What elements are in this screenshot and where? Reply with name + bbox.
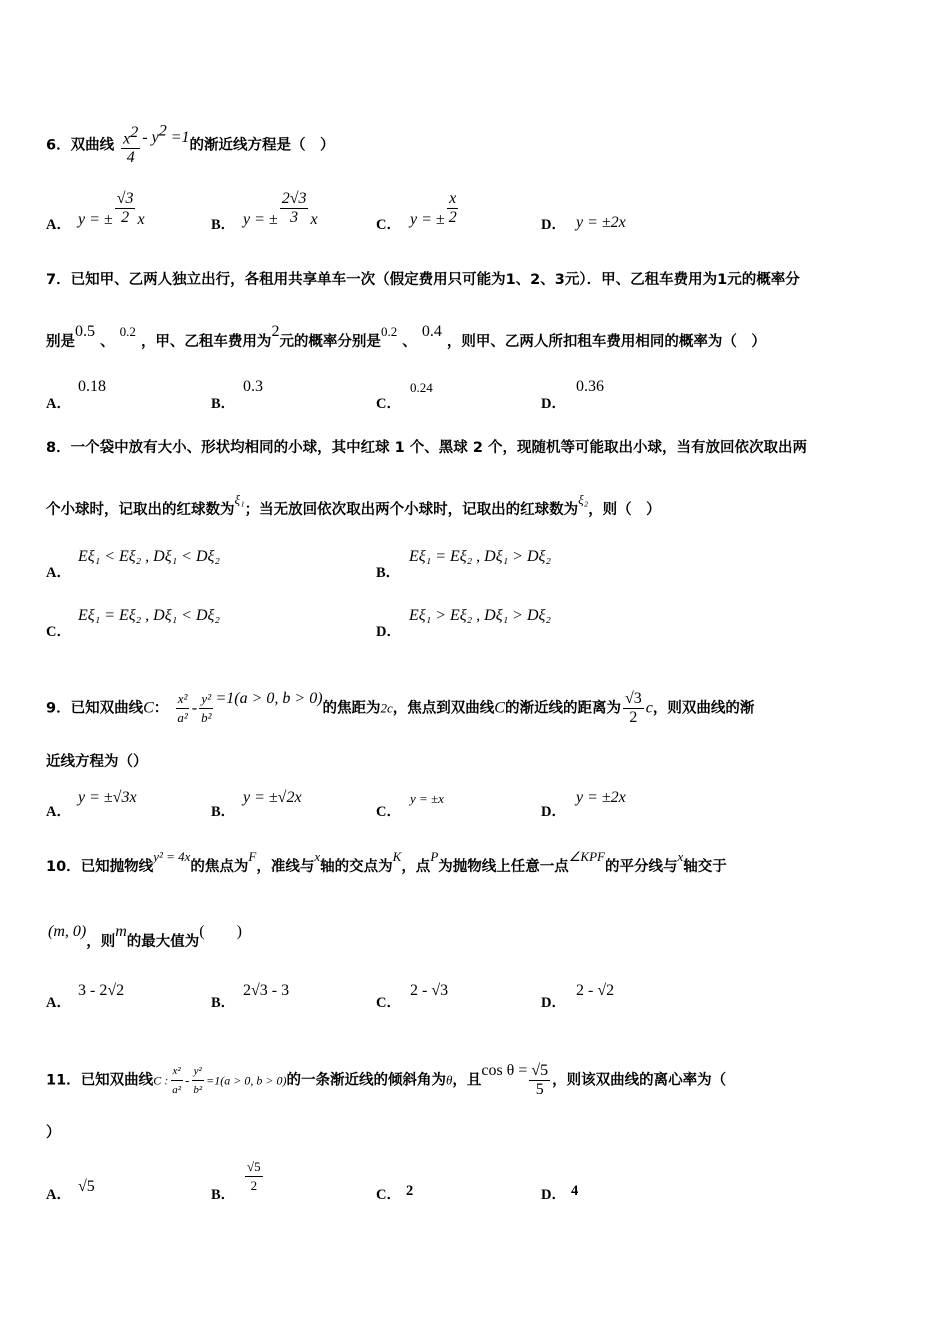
q6-lead: 双曲线 <box>70 137 115 154</box>
question-9-line-1: 9．已知双曲线C： $\frac{\text{x²}}{\text{a²}}$ - $\frac{\text{y²}}{\text{b²}}$ =1(a > 0, b > 0)的焦距为2c，焦点到双曲线C的渐近线的距离为 $\frac{√3}{2}$ c，则双曲线的渐 <box>46 689 755 726</box>
q11-option-b-label[interactable]: B． <box>211 1187 236 1203</box>
q9-option-b[interactable]: y = ±√2x <box>243 789 302 806</box>
question-11-line-2: ） <box>46 1125 61 1141</box>
q10-option-d[interactable]: 2 - √2 <box>576 982 615 999</box>
q6-option-d[interactable]: y = ±2x <box>576 214 626 231</box>
q8-option-d-label[interactable]: D． <box>376 624 401 640</box>
q7-v2: 0.2 <box>119 324 136 339</box>
q9-option-a-label[interactable]: A． <box>46 804 71 820</box>
question-10-line-2: (m, 0)，则m的最大值为( ) <box>48 923 242 950</box>
q11-option-d[interactable]: 4 <box>571 1183 579 1199</box>
q8-number: 8． <box>46 440 71 456</box>
question-11-line-1: 11．已知双曲线C : $\frac{\text{x²}}{\text{a²}}$ - $\frac{\text{y²}}{\text{b²}}$ =1(a > 0, b > 0)的一条渐近线的倾斜角为θ，且cos θ = $\frac{√5}{5}$ ，则该双曲线的离心率为（ <box>46 1061 727 1098</box>
q6-option-b-label[interactable]: B． <box>211 217 236 233</box>
q8-option-a[interactable]: Eξ₁ < Eξ₂ , Dξ₁ < Dξ₂ <box>78 548 220 565</box>
q11-number: 11． <box>46 1072 81 1089</box>
q8-option-b[interactable]: Eξ₁ = Eξ₂ , Dξ₁ > Dξ₂ <box>409 548 551 565</box>
q6-eq-rest: - y <box>142 128 159 146</box>
q9-option-d-label[interactable]: D． <box>541 804 566 820</box>
q9-option-c-label[interactable]: C． <box>376 804 401 820</box>
q6-fraction: $\frac{x^2}{4}$ <box>123 124 139 167</box>
q6-option-c[interactable]: y = ± $\frac{x}{2}$ <box>410 190 457 229</box>
q7-option-a[interactable]: 0.18 <box>78 378 106 395</box>
q10-option-c-label[interactable]: C． <box>376 995 401 1011</box>
q11-option-d-label[interactable]: D． <box>541 1187 566 1203</box>
question-6: 6．双曲线 $\frac{x^2}{4}$ - $y^2 =1$的渐近线方程是（ ） <box>46 122 335 167</box>
q10-option-c[interactable]: 2 - √3 <box>410 982 449 999</box>
q11-option-c-label[interactable]: C． <box>376 1187 401 1203</box>
q6-eq-tail: =1 <box>166 128 190 146</box>
q9-option-d[interactable]: y = ±2x <box>576 789 626 806</box>
q6-option-d-label[interactable]: D． <box>541 217 566 233</box>
q7-v1: 0.5 <box>75 323 95 340</box>
q7-option-b-label[interactable]: B． <box>211 396 236 412</box>
q7-v4: 0.2 <box>380 324 398 339</box>
q7-option-c[interactable]: 0.24 <box>410 380 433 395</box>
question-10-line-1: 10．已知抛物线y² = 4x的焦点为F，准线与x轴的交点为K，点P为抛物线上任意一点∠KPF的平分线与x轴交于 <box>46 849 727 875</box>
q8-option-a-label[interactable]: A． <box>46 565 71 581</box>
q10-option-b[interactable]: 2√3 - 3 <box>243 982 290 999</box>
q6-option-a-label[interactable]: A． <box>46 217 71 233</box>
q7-line1: 已知甲、乙两人独立出行，各租用共享单车一次（假定费用只可能为1、2、3元）．甲、乙租车费用为1元的概率分 <box>70 272 800 288</box>
q11-option-a[interactable]: √5 <box>78 1178 95 1195</box>
q9-option-c[interactable]: y = ±x <box>410 791 444 806</box>
q10-point: (m, 0) <box>48 923 87 940</box>
q6-option-c-label[interactable]: C． <box>376 217 401 233</box>
q8-option-c-label[interactable]: C． <box>46 624 71 640</box>
q7-option-a-label[interactable]: A． <box>46 396 71 412</box>
q6-option-a[interactable]: y = ± $\frac{√3}{2}$ x <box>78 190 145 229</box>
q9-2c: 2c <box>380 700 393 716</box>
question-8-line-1 <box>46 438 910 458</box>
q7-v5: 0.4 <box>421 323 442 340</box>
q7-option-d-label[interactable]: D． <box>541 396 566 412</box>
q11-option-a-label[interactable]: A． <box>46 1187 71 1203</box>
q8-option-b-label[interactable]: B． <box>376 565 401 581</box>
q10-option-a[interactable]: 3 - 2√2 <box>78 982 125 999</box>
q8-xi2: ξ₂ <box>578 492 589 507</box>
q7-number: 7． <box>46 272 71 288</box>
q6-option-b[interactable]: y = ± $\frac{2√3}{3}$ x <box>243 190 318 229</box>
q8-xi1: ξ₁ <box>234 492 245 507</box>
q7-option-c-label[interactable]: C． <box>376 396 401 412</box>
q6-tail: 的渐近线方程是（ ） <box>189 137 335 154</box>
q11-cos: cos θ = <box>481 1061 528 1079</box>
q10-option-b-label[interactable]: B． <box>211 995 236 1011</box>
q6-number: 6． <box>46 137 71 154</box>
question-7-line-2: 别是0.5 、 0.2 ，甲、乙租车费用为2元的概率分别是0.2 、 0.4 ，则甲、乙两人所扣租车费用相同的概率为（ ） <box>46 323 766 350</box>
q8-line1: 一个袋中放有大小、形状均相同的小球，其中红球 1 个、黑球 2 个，现随机等可能取出小球，当有放回依次取出两 <box>70 440 807 456</box>
q10-option-d-label[interactable]: D． <box>541 995 566 1011</box>
q10-number: 10． <box>46 859 81 875</box>
q9-number: 9． <box>46 700 71 717</box>
q11-option-c[interactable]: 2 <box>406 1183 414 1199</box>
q9-option-a[interactable]: y = ±√3x <box>78 789 137 806</box>
q8-option-c[interactable]: Eξ₁ = Eξ₂ , Dξ₁ < Dξ₂ <box>78 607 220 624</box>
q7-option-b[interactable]: 0.3 <box>243 378 263 395</box>
question-8-line-2: 个小球时，记取出的红球数为ξ₁；当无放回依次取出两个小球时，记取出的红球数为ξ₂，则（ ） <box>46 492 661 518</box>
q9-eq-rest: =1(a > 0, b > 0) <box>215 689 323 707</box>
q10-option-a-label[interactable]: A． <box>46 995 71 1011</box>
q11-option-b[interactable]: $\frac{√5}{2}$ <box>247 1159 261 1193</box>
q7-v3: 2 <box>271 323 280 340</box>
question-9-line-2: 近线方程为（） <box>46 754 148 770</box>
q7-option-d[interactable]: 0.36 <box>576 378 604 395</box>
q10-eq: y² = 4x <box>153 849 191 864</box>
q8-option-d[interactable]: Eξ₁ > Eξ₂ , Dξ₁ > Dξ₂ <box>409 607 551 624</box>
question-7-line-1 <box>46 270 910 290</box>
q9-option-b-label[interactable]: B． <box>211 804 236 820</box>
q11-eq-rest: =1(a > 0, b > 0) <box>206 1073 287 1088</box>
